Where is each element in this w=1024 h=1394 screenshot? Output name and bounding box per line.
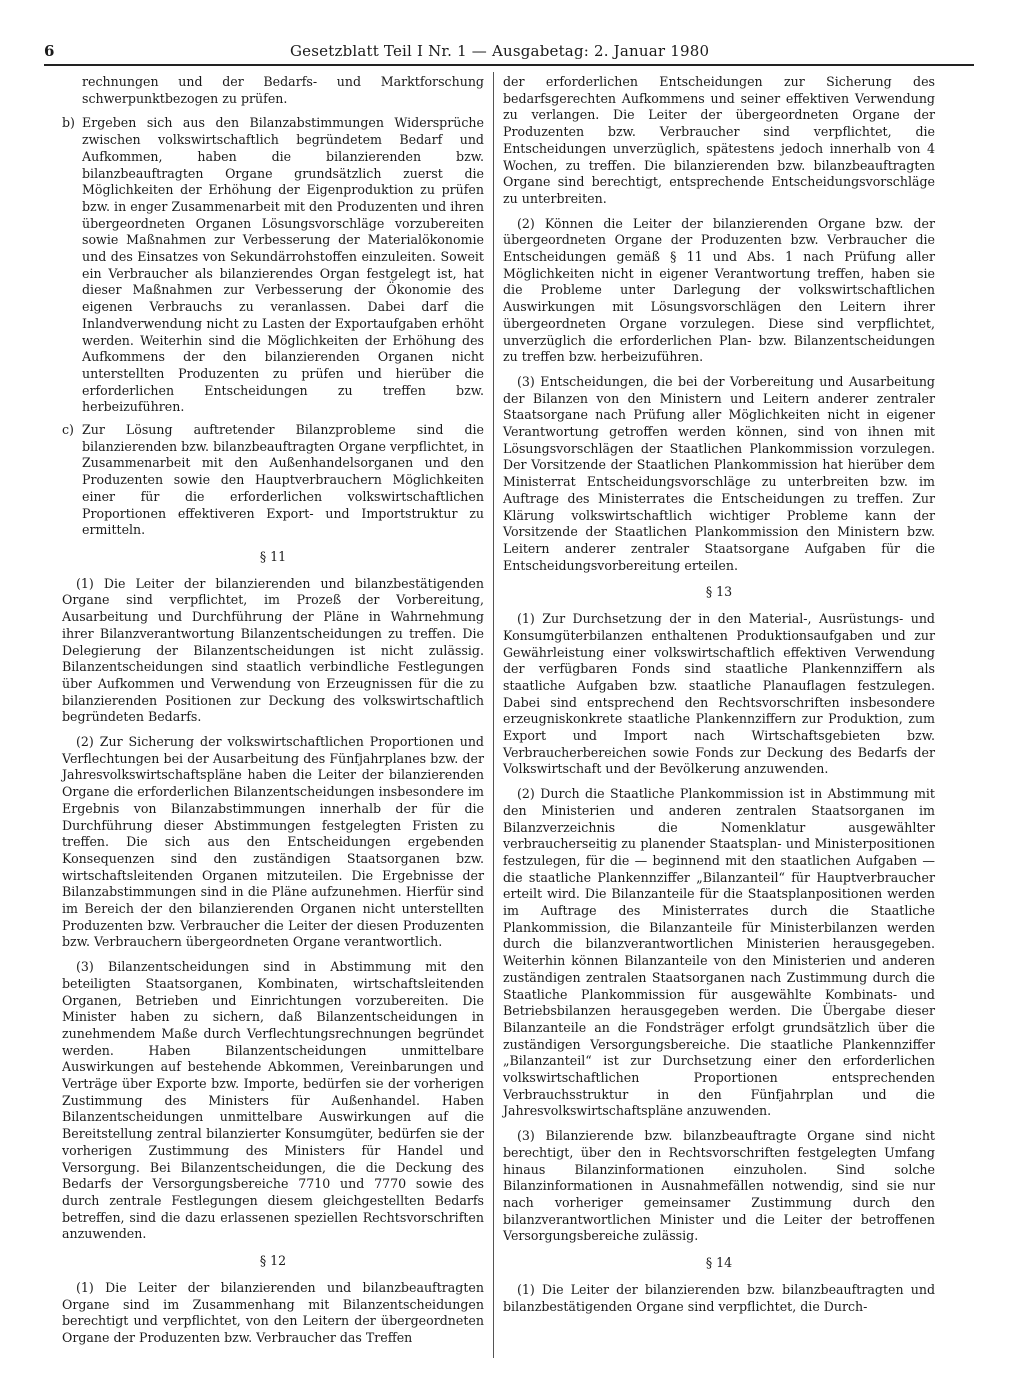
section-14-title: § 14 [705,1255,733,1271]
column-divider [493,72,494,1358]
running-head: Gesetzblatt Teil I Nr. 1 — Ausgabetag: 2. Januar 1980 [290,42,710,60]
section-11-title: § 11 [259,548,287,564]
section-12-paragraph-1: (1) Die Leiter der bilanzierenden und bilanzbeauftragten Organe sind im Zusammenhang mit Bilanzentscheidungen berechtigt und verpflichtet, von den Leitern der übergeordneten Organe der Produzenten bzw. Verbraucher das Treffen [62,1279,484,1345]
list-text-c: Zur Lösung auftretender Bilanzprobleme sind die bilanzierenden bzw. bilanzbeauftragten Organe verpflichtet, in Zusammenarbeit mit den Außenhandelsorganen und den Produzenten sowie den Hauptverbrauchern Möglichkeiten einer für die erforderlichen volkswirtschaftlichen Proportionen effektiveren Export- und Importstruktur zu ermitteln. [82,422,484,538]
header-rule [44,64,974,66]
section-12-paragraph-3: (3) Entscheidungen, die bei der Vorbereitung und Ausarbeitung der Bilanzen von den Ministern und Leitern anderer zentraler Staatsorgane nach Prüfung aller Möglichkeiten nicht in eigener Verantwortung getroffen werden können, sind von ihnen mit Lösungsvorschlägen der Staatlichen Plankommission vorzulegen. Der Vorsitzende der Staatlichen Plankommission hat hierüber dem Ministerrat Entscheidungsvorschläge zu unterbreiten bzw. im Auftrage des Ministerrates die Entscheidungen zu treffen. Zur Klärung volkswirtschaftlich wichtiger Probleme kann der Vorsitzende der Staatlichen Plankommission den Ministern bzw. Leitern anderer zentraler Staatsorgane Aufgaben für die Entscheidungsvorbereitung erteilen. [503,373,935,573]
section-13-paragraph-1: (1) Zur Durchsetzung der in den Material-, Ausrüstungs- und Konsumgüterbilanzen enthaltenen Produktionsaufgaben und zur Gewährleistung einer volkswirtschaftlich effektiven Verwendung der verfügbaren Fonds sind staatliche Plankennziffern als staatliche Aufgaben bzw. staatliche Planauflagen festzulegen. Dabei sind entsprechend den Rechtsvorschriften insbesondere erzeugniskonkrete staatliche Plankennziffern zur Produktion, zum Export und Import nach Wirtschaftsgebieten bzw. Verbraucherbereichen sowie Fonds zur Deckung des Bedarfs der Volkswirtschaft und der Bevölkerung anzuwenden. [503,611,935,777]
list-text-b: Ergeben sich aus den Bilanzabstimmungen Widersprüche zwischen volkswirtschaftlich begründetem Bedarf und Aufkommen, haben die bilanzierenden bzw. bilanzbeauftragten Organe grundsätzlich zuerst die Möglichkeiten der Erhöhung der Eigenproduktion zu prüfen bzw. in enger Zusammenarbeit mit den Produzenten und ihren übergeordneten Organen Lösungsvorschläge vorzubereiten sowie Maßnahmen zur Verbesserung der Materialökonomie und des Einsatzes von Sekundärrohstoffen einzuleiten. Soweit ein Verbraucher als bilanzierendes Organ festgelegt ist, hat dieser Maßnahmen zur Verbesserung der Ökonomie des eigenen Verbrauchs zu veranlassen. Dabei darf die Inlandverwendung nicht zu Lasten der Exportaufgaben erhöht werden. Weiterhin sind die Möglichkeiten der Erhöhung des Aufkommens der den bilanzierenden Organen nicht unterstellten Produzenten zu prüfen und hierüber die erforderlichen Entscheidungen zu treffen bzw. herbeizuführen. [82,115,484,415]
right-column [503,74,935,1323]
page-number: 6 [44,42,55,60]
list-item-a-continuation: rechnungen und der Bedarfs- und Marktforschung schwerpunktbezogen zu prüfen. [82,74,484,106]
list-label-c: c) [62,422,74,438]
list-item-c [62,422,484,539]
section-12-title: § 12 [259,1253,287,1269]
section-11-paragraph-3: (3) Bilanzentscheidungen sind in Abstimmung mit den beteiligten Staatsorganen, Kombinaten, wirtschaftsleitenden Organen, Betrieben und Einrichtungen vorzubereiten. Die Minister haben zu sichern, daß Bilanzentscheidungen in zunehmendem Maße durch Verflechtungsrechnungen begründet werden. Haben Bilanzentscheidungen unmittelbare Auswirkungen auf bestehende Abkommen, Vereinbarungen und Verträge über Exporte bzw. Importe, bedürfen sie der vorherigen Zustimmung des Ministers für Außenhandel. Haben Bilanzentscheidungen unmittelbare Auswirkungen auf die Bereitstellung zentral bilanzierter Konsumgüter, bedürfen sie der vorherigen Zustimmung des Ministers für Handel und Versorgung. Bei Bilanzentscheidungen, die die Deckung des Bedarfs der Versorgungsbereiche 7710 und 7770 sowie des durch zentrale Festlegungen diesem gleichgestellten Bedarfs betreffen, sind die dazu erlassenen speziellen Rechtsvorschriften anzuwenden. [62,959,484,1242]
section-14-paragraph-1: (1) Die Leiter der bilanzierenden bzw. bilanzbeauftragten und bilanzbestätigenden Organe sind verpflichtet, die Durch- [503,1281,935,1314]
page-header [0,0,1024,70]
section-13-paragraph-2: (2) Durch die Staatliche Plankommission ist in Abstimmung mit den Ministerien und anderen zentralen Staatsorganen im Bilanzverzeichnis die Nomenklatur ausgewählter verbraucherseitig zu planender Staatsplan- und Ministerpositionen festzulegen, für die — beginnend mit den staatlichen Aufgaben — die staatliche Plankennziffer „Bilanzanteil“ für Hauptverbraucher erteilt wird. Die Bilanzanteile für die Staatsplanpositionen werden im Auftrage des Ministerrates durch die Staatliche Plankommission, die Bilanzanteile für Ministerbilanzen werden durch die bilanzverantwortlichen Ministerien herausgegeben. Weiterhin können Bilanzanteile von den Ministerien und anderen zuständigen zentralen Staatsorganen nach Zustimmung durch die Staatliche Plankommission für ausgewählte Kombinats- und Betriebsbilanzen herausgegeben werden. Die Übergabe dieser Bilanzanteile an die Fondsträger erfolgt grundsätzlich über die zuständigen Versorgungsbereiche. Die staatliche Plankennziffer „Bilanzanteil“ ist zur Durchsetzung einer den erforderlichen volkswirtschaftlichen Proportionen entsprechenden Verbrauchsstruktur in den Fünfjahrplan und die Jahresvolkswirtschaftspläne anzuwenden. [503,786,935,1119]
list-label-b: b) [62,115,75,131]
section-11-paragraph-1: (1) Die Leiter der bilanzierenden und bilanzbestätigenden Organe sind verpflichtet, im Prozeß der Vorbereitung, Ausarbeitung und Durchführung der Pläne in Wahrnehmung ihrer Bilanzverantwortung Bilanzentscheidungen zu treffen. Die Delegierung der Bilanzentscheidungen ist nicht zulässig. Bilanzentscheidungen sind staatlich verbindliche Festlegungen über Aufkommen und Verwendung von Erzeugnissen für die zu bilanzierenden Positionen zur Deckung des volkswirtschaftlich begründeten Bedarfs. [62,575,484,725]
section-13-paragraph-3: (3) Bilanzierende bzw. bilanzbeauftragte Organe sind nicht berechtigt, über den in Rechtsvorschriften festgelegten Umfang hinaus Bilanzinformationen einzuholen. Sind solche Bilanzinformationen in Ausnahmefällen notwendig, sind sie nur nach vorheriger gemeinsamer Zustimmung durch den bilanzverantwortlichen Minister und die Leiter der betroffenen Versorgungsbereiche zulässig. [503,1128,935,1244]
section-11-paragraph-2: (2) Zur Sicherung der volkswirtschaftlichen Proportionen und Verflechtungen bei der Ausarbeitung des Fünfjahrplanes bzw. der Jahresvolkswirtschaftspläne haben die Leiter der bilanzierenden Organe die erforderlichen Bilanzentscheidungen insbesondere im Ergebnis von Bilanzabstimmungen innerhalb der für die Durchführung dieser Abstimmungen festgelegten Fristen zu treffen. Die sich aus den Entscheidungen ergebenden Konsequenzen sind den zuständigen Staatsorganen bzw. wirtschaftsleitenden Organen mitzuteilen. Die Ergebnisse der Bilanzabstimmungen sind in die Pläne aufzunehmen. Hierfür sind im Bereich der den bilanzierenden Organen nicht unterstellten Produzenten bzw. Verbraucher die Leiter der diesen Produzenten bzw. Verbrauchern übergeordneten Organe verantwortlich. [62,734,484,950]
section-12-paragraph-1-continuation: der erforderlichen Entscheidungen zur Sicherung des bedarfsgerechten Aufkommens und seiner effektiven Verwendung zu verlangen. Die Leiter der übergeordneten Organe der Produzenten bzw. Verbraucher sind verpflichtet, die Entscheidungen unverzüglich, spätestens jedoch innerhalb von 4 Wochen, zu treffen. Die bilanzierenden bzw. bilanzbeauftragten Organe sind berechtigt, entsprechende Entscheidungsvorschläge zu unterbreiten. [503,74,935,206]
list-item-b [62,115,484,416]
section-12-paragraph-2: (2) Können die Leiter der bilanzierenden Organe bzw. der übergeordneten Organe der Produzenten bzw. Verbraucher die Entscheidungen gemäß § 11 und Abs. 1 nach Prüfung aller Möglichkeiten nicht in eigener Verantwortung treffen, haben sie die Probleme unter Darlegung der volkswirtschaftlichen Auswirkungen mit Lösungsvorschlägen den Leitern ihrer übergeordneten Organe vorzulegen. Diese sind verpflichtet, unverzüglich die erforderlichen Plan- bzw. Bilanzentscheidungen zu treffen bzw. herbeizuführen. [503,215,935,365]
section-13-title: § 13 [705,584,733,600]
left-column [62,74,484,1355]
